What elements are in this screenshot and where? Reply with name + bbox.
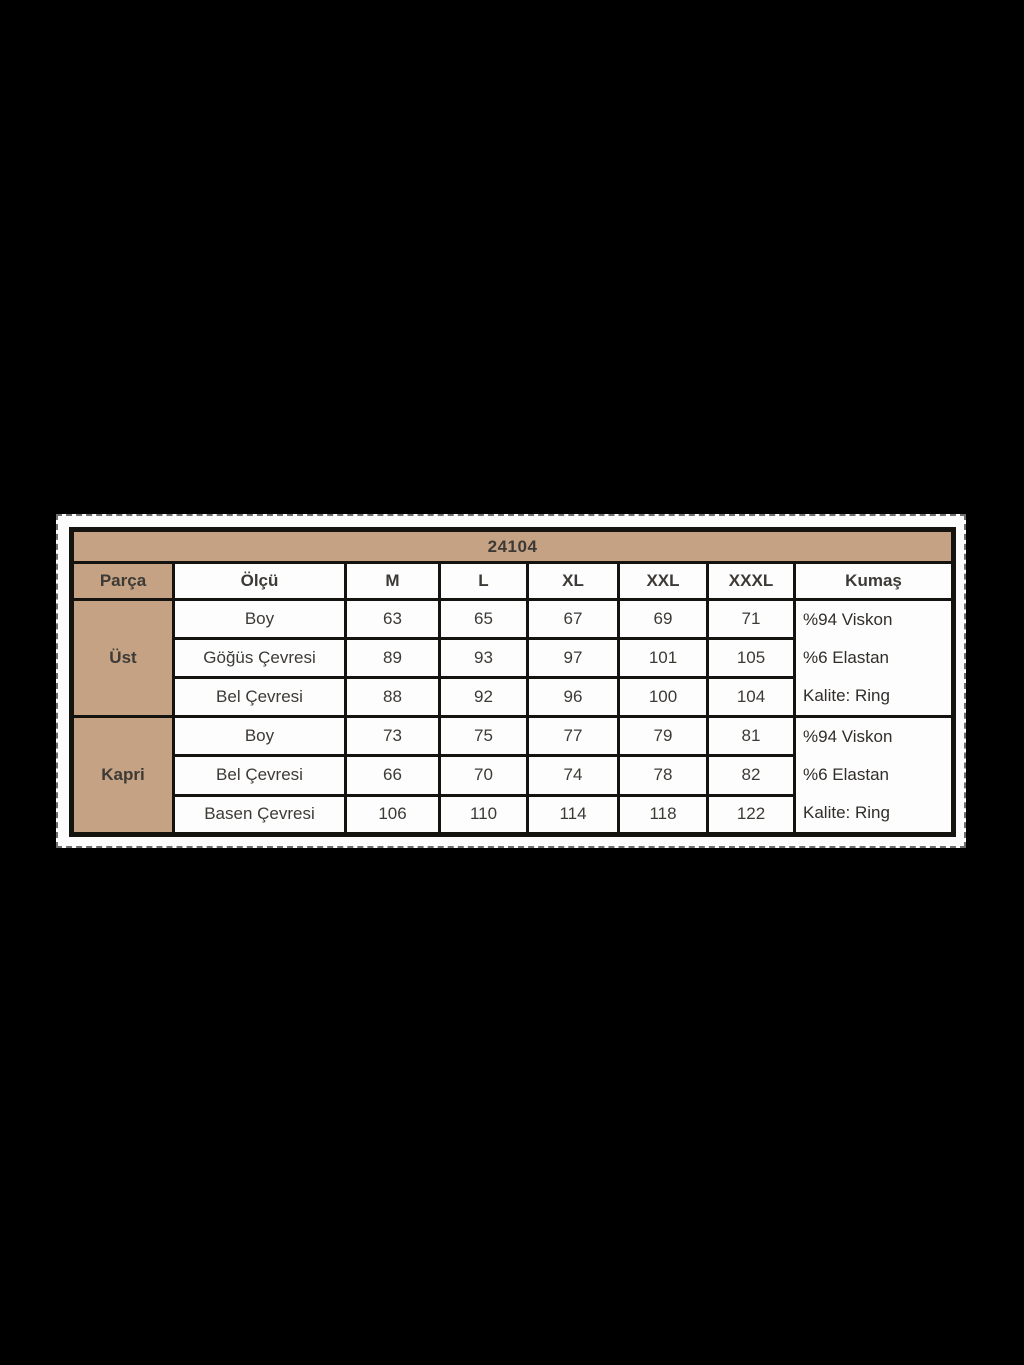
table-row	[72, 717, 954, 756]
value-cell: 66	[346, 756, 440, 795]
value-cell: 65	[440, 600, 528, 639]
fabric-line: %94 Viskon	[803, 610, 893, 629]
size-chart-table	[69, 527, 956, 837]
measure-cell: Bel Çevresi	[174, 678, 346, 717]
header-row	[72, 563, 954, 600]
table-row	[72, 600, 954, 639]
fabric-line: %94 Viskon	[803, 727, 893, 746]
value-cell: 82	[708, 756, 795, 795]
product-code: 24104	[72, 530, 954, 563]
value-cell: 74	[528, 756, 619, 795]
column-header: Ölçü	[174, 563, 346, 600]
fabric-line: Kalite: Ring	[803, 803, 890, 822]
column-header: M	[346, 563, 440, 600]
fabric-line: Kalite: Ring	[803, 686, 890, 705]
column-header: XL	[528, 563, 619, 600]
part-cell: Kapri	[72, 717, 174, 835]
measure-cell: Boy	[174, 600, 346, 639]
value-cell: 96	[528, 678, 619, 717]
measure-cell: Boy	[174, 717, 346, 756]
value-cell: 93	[440, 639, 528, 678]
value-cell: 89	[346, 639, 440, 678]
value-cell: 92	[440, 678, 528, 717]
value-cell: 67	[528, 600, 619, 639]
value-cell: 97	[528, 639, 619, 678]
size-chart-body	[72, 530, 954, 835]
column-header: XXXL	[708, 563, 795, 600]
value-cell: 110	[440, 795, 528, 834]
fabric-cell	[795, 717, 954, 835]
measure-cell: Bel Çevresi	[174, 756, 346, 795]
title-row	[72, 530, 954, 563]
column-header: Kumaş	[795, 563, 954, 600]
value-cell: 100	[619, 678, 708, 717]
value-cell: 88	[346, 678, 440, 717]
value-cell: 106	[346, 795, 440, 834]
value-cell: 70	[440, 756, 528, 795]
measure-cell: Basen Çevresi	[174, 795, 346, 834]
fabric-line: %6 Elastan	[803, 765, 889, 784]
value-cell: 75	[440, 717, 528, 756]
value-cell: 79	[619, 717, 708, 756]
value-cell: 81	[708, 717, 795, 756]
value-cell: 105	[708, 639, 795, 678]
value-cell: 77	[528, 717, 619, 756]
column-header: Parça	[72, 563, 174, 600]
value-cell: 101	[619, 639, 708, 678]
value-cell: 73	[346, 717, 440, 756]
value-cell: 69	[619, 600, 708, 639]
column-header: L	[440, 563, 528, 600]
measure-cell: Göğüs Çevresi	[174, 639, 346, 678]
size-chart-panel	[56, 514, 966, 848]
value-cell: 104	[708, 678, 795, 717]
fabric-cell	[795, 600, 954, 717]
value-cell: 118	[619, 795, 708, 834]
fabric-line: %6 Elastan	[803, 648, 889, 667]
value-cell: 122	[708, 795, 795, 834]
value-cell: 78	[619, 756, 708, 795]
value-cell: 63	[346, 600, 440, 639]
part-cell: Üst	[72, 600, 174, 717]
value-cell: 71	[708, 600, 795, 639]
value-cell: 114	[528, 795, 619, 834]
column-header: XXL	[619, 563, 708, 600]
